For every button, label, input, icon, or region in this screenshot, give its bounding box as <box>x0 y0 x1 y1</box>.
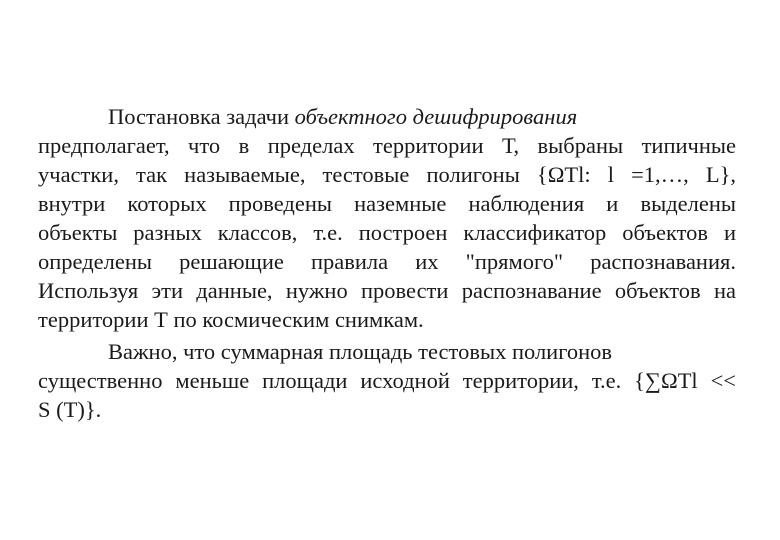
paragraph-line: существенно меньше площади исходной территории, т.е. {∑ΩTl << <box>38 368 736 393</box>
paragraph-line: объекты разных классов, т.е. построен классификатор объектов и <box>38 220 736 245</box>
paragraph-line: определены решающие правила их "прямого" распознавания. <box>38 249 736 274</box>
lead-text: Постановка задачи <box>108 104 295 129</box>
paragraph-task-statement <box>38 102 736 334</box>
paragraph-line: Важно, что суммарная площадь тестовых полигонов <box>108 339 613 364</box>
paragraph-line: территории Т по космическим снимкам. <box>38 307 424 332</box>
paragraph-line: S (T)}. <box>38 397 102 422</box>
emphasized-term: объектного дешифрирования <box>294 104 578 129</box>
paragraph-line <box>38 102 736 131</box>
paragraph-line: внутри которых проведены наземные наблюдения и выделены <box>38 191 736 216</box>
paragraph-area-note <box>38 337 736 424</box>
paragraph-line: предполагает, что в пределах территории Т, выбраны типичные <box>38 133 736 158</box>
paragraph-line: Используя эти данные, нужно провести распознавание объектов на <box>38 278 736 303</box>
document-text <box>38 102 736 424</box>
paragraph-line: участки, так называемые, тестовые полигоны {ΩTl: l =1,…, L}, <box>38 162 736 187</box>
